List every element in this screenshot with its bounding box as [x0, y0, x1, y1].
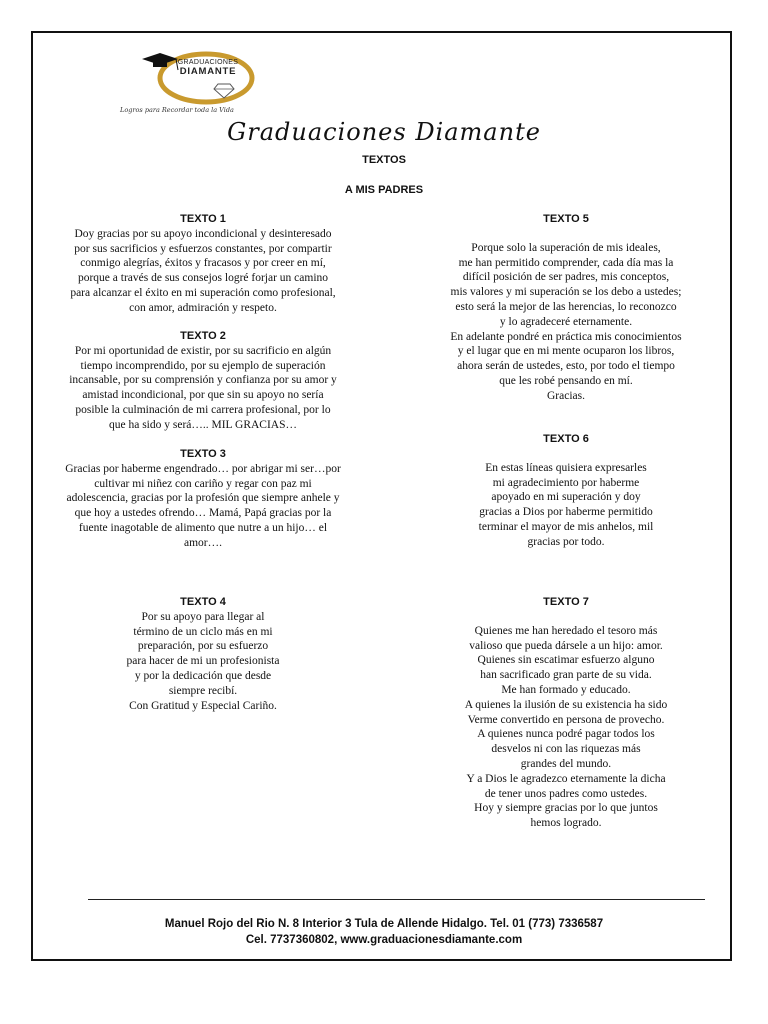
text-block-body: Gracias por haberme engendrado… por abrigar mi ser…por cultivar mi niñez con cariño y regar con paz mi adolescencia, gracias por la profesión que siempre anhele y que hoy a ustedes ofrendo… Mamá, Papá gracias por la fuente inagotable de alimento que nutre a un hijo… el amor…. [65, 462, 341, 549]
text-block-7 [412, 595, 720, 831]
text-block-body: Porque solo la superación de mis ideales, me han permitido comprender, cada día mas la difícil posición de ser padres, mis conceptos, mis valores y mi superación se los debo a ustedes; esto será la mejor de las herencias, lo reconozco y lo agradeceré eternamente. En adelante pondré en práctica mis conocimientos y el lugar que en mi mente ocuparon los libros, ahora serán de ustedes, esto, por todo el tiempo que les robé pensando en mí. Gracias. [450, 241, 682, 402]
text-block-4 [92, 595, 314, 713]
logo-tagline: Logros para Recordar toda la Vida [120, 106, 234, 114]
text-block-body: Quienes me han heredado el tesoro más valioso que pueda dársele a un hijo: amor. Quienes sin escatimar esfuerzo alguno han sacrificado gran parte de su vida. Me han formado y educado. A quienes la ilusión de su existencia ha sido Verme convertido en persona de provecho. A quienes nunca podré pagar todos los desvelos ni con las riquezas más grandes del mundo. Y a Dios le agradezco eternamente la dicha de tener unos padres como ustedes. Hoy y siempre gracias por lo que juntos hemos logrado. [464, 624, 668, 830]
text-block-6 [412, 432, 720, 550]
company-logo [120, 50, 280, 120]
text-block-1 [42, 212, 364, 316]
footer-address: Manuel Rojo del Rio N. 8 Interior 3 Tula de Allende Hidalgo. Tel. 01 (773) 7336587 [164, 918, 604, 930]
text-block-body: Doy gracias por su apoyo incondicional y desinteresado por sus sacrificios y esfuerzos constantes, por compartir conmigo alegrías, éxitos y fracasos y por creer en mí, porque a través de sus consejos logré forjar un camino para alcanzar el éxito en mi superación como profesional, con amor, admiración y respeto. [70, 227, 336, 314]
logo-brand-big: DIAMANTE [179, 66, 237, 77]
footer-divider [88, 899, 705, 900]
text-block-body: En estas líneas quisiera expresarles mi agradecimiento por haberme apoyado en mi superación y doy gracias a Dios por haberme permitido terminar el mayor de mis anhelos, mil gracias por todo. [478, 461, 654, 548]
text-block-title: TEXTO 5 [543, 213, 589, 225]
text-block-title: TEXTO 6 [543, 433, 589, 445]
document-subtitle: A MIS PADRES [344, 184, 424, 196]
text-block-title: TEXTO 1 [180, 213, 226, 225]
text-block-title: TEXTO 2 [180, 330, 226, 342]
brand-title: Graduaciones Diamante [227, 118, 541, 146]
logo-brand-small: GRADUACIONES [177, 59, 239, 66]
text-block-title: TEXTO 3 [180, 448, 226, 460]
section-heading: TEXTOS [362, 154, 406, 166]
text-block-2 [42, 329, 364, 433]
text-block-title: TEXTO 7 [543, 596, 589, 608]
text-block-title: TEXTO 4 [180, 596, 226, 608]
text-block-5 [412, 212, 720, 404]
footer-contact: Cel. 7737360802, www.graduacionesdiamante.com [245, 934, 523, 946]
text-block-body: Por mi oportunidad de existir, por su sacrificio en algún tiempo incomprendido, por su ejemplo de superación incansable, por su comprensión y confianza por su amor y amistad incondicional, por que sin su apoyo no sería posible la culminación de mi carrera profesional, por lo que ha sido y será….. MIL GRACIAS… [69, 344, 337, 431]
text-block-body: Por su apoyo para llegar al término de un ciclo más en mi preparación, por su esfuerzo para hacer de mi un profesionista y por la dedicación que desde siempre recibí. Con Gratitud y Especial Cariño. [126, 610, 280, 712]
text-block-3 [42, 447, 364, 551]
